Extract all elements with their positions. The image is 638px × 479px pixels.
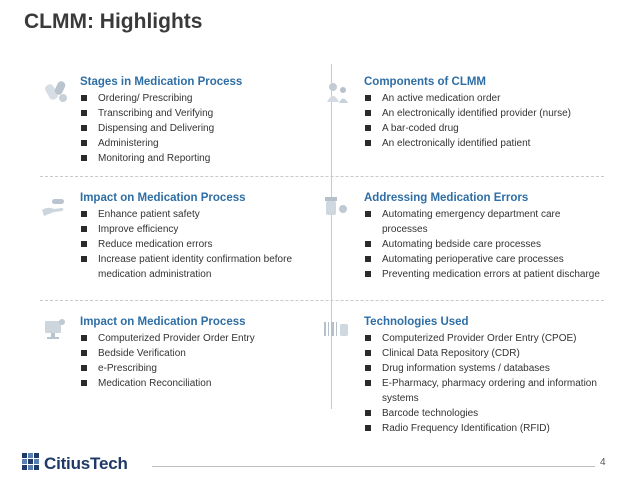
cell-title: Impact on Medication Process [80, 192, 246, 204]
bullet-list [364, 331, 604, 436]
cell-technologies [364, 316, 604, 436]
company-logo [22, 454, 128, 474]
list-item: Reduce medication errors [80, 237, 320, 252]
list-item: Computerized Provider Order Entry (CPOE) [364, 331, 604, 346]
cell-stages [80, 76, 320, 166]
list-item: E-Pharmacy, pharmacy ordering and information systems [364, 376, 604, 406]
computer-medication-icon [42, 316, 68, 342]
bullet-list [364, 207, 604, 282]
nurse-patient-icon [324, 80, 350, 106]
list-item: Bedside Verification [80, 346, 320, 361]
footer-divider [152, 466, 595, 467]
bullet-list [80, 91, 320, 166]
list-item: Increase patient identity confirmation before medication administration [80, 252, 320, 282]
hand-pill-icon [40, 194, 66, 220]
medication-pills-icon [44, 78, 70, 104]
list-item: Automating emergency department care processes [364, 207, 604, 237]
cell-title: Components of CLMM [364, 76, 487, 88]
barcode-device-icon [322, 316, 348, 342]
list-item: An active medication order [364, 91, 624, 106]
bullet-list [80, 207, 320, 282]
list-item: Clinical Data Repository (CDR) [364, 346, 604, 361]
cell-title: Stages in Medication Process [80, 76, 243, 88]
list-item: Automating bedside care processes [364, 237, 604, 252]
cell-components [364, 76, 624, 151]
list-item: Automating perioperative care processes [364, 252, 604, 267]
bullet-list [80, 331, 320, 391]
cell-title: Addressing Medication Errors [364, 192, 529, 204]
column-divider [331, 64, 332, 409]
list-item: Barcode technologies [364, 406, 604, 421]
list-item: Preventing medication errors at patient discharge [364, 267, 604, 282]
slide-title: CLMM: Highlights [24, 10, 203, 33]
list-item: Monitoring and Reporting [80, 151, 320, 166]
cell-impact-2 [80, 316, 320, 391]
logo-text: CitiusTech [44, 454, 128, 473]
list-item: Transcribing and Verifying [80, 106, 320, 121]
list-item: Administering [80, 136, 320, 151]
row-divider-2 [40, 300, 604, 301]
bullet-list [364, 91, 624, 151]
list-item: A bar-coded drug [364, 121, 624, 136]
list-item: Medication Reconciliation [80, 376, 320, 391]
list-item: Drug information systems / databases [364, 361, 604, 376]
list-item: An electronically identified provider (nurse) [364, 106, 624, 121]
row-divider-1 [40, 176, 604, 177]
citiustech-grid-logo-icon [22, 453, 40, 476]
cell-title: Technologies Used [364, 316, 469, 328]
list-item: Improve efficiency [80, 222, 320, 237]
list-item: Ordering/ Prescribing [80, 91, 320, 106]
list-item: An electronically identified patient [364, 136, 624, 151]
list-item: e-Prescribing [80, 361, 320, 376]
list-item: Computerized Provider Order Entry [80, 331, 320, 346]
prescription-bottle-icon [322, 193, 348, 219]
cell-title: Impact on Medication Process [80, 316, 246, 328]
list-item: Enhance patient safety [80, 207, 320, 222]
page-number: 4 [600, 457, 606, 468]
cell-addressing-errors [364, 192, 604, 282]
list-item: Dispensing and Delivering [80, 121, 320, 136]
cell-impact-1 [80, 192, 320, 282]
list-item: Radio Frequency Identification (RFID) [364, 421, 604, 436]
